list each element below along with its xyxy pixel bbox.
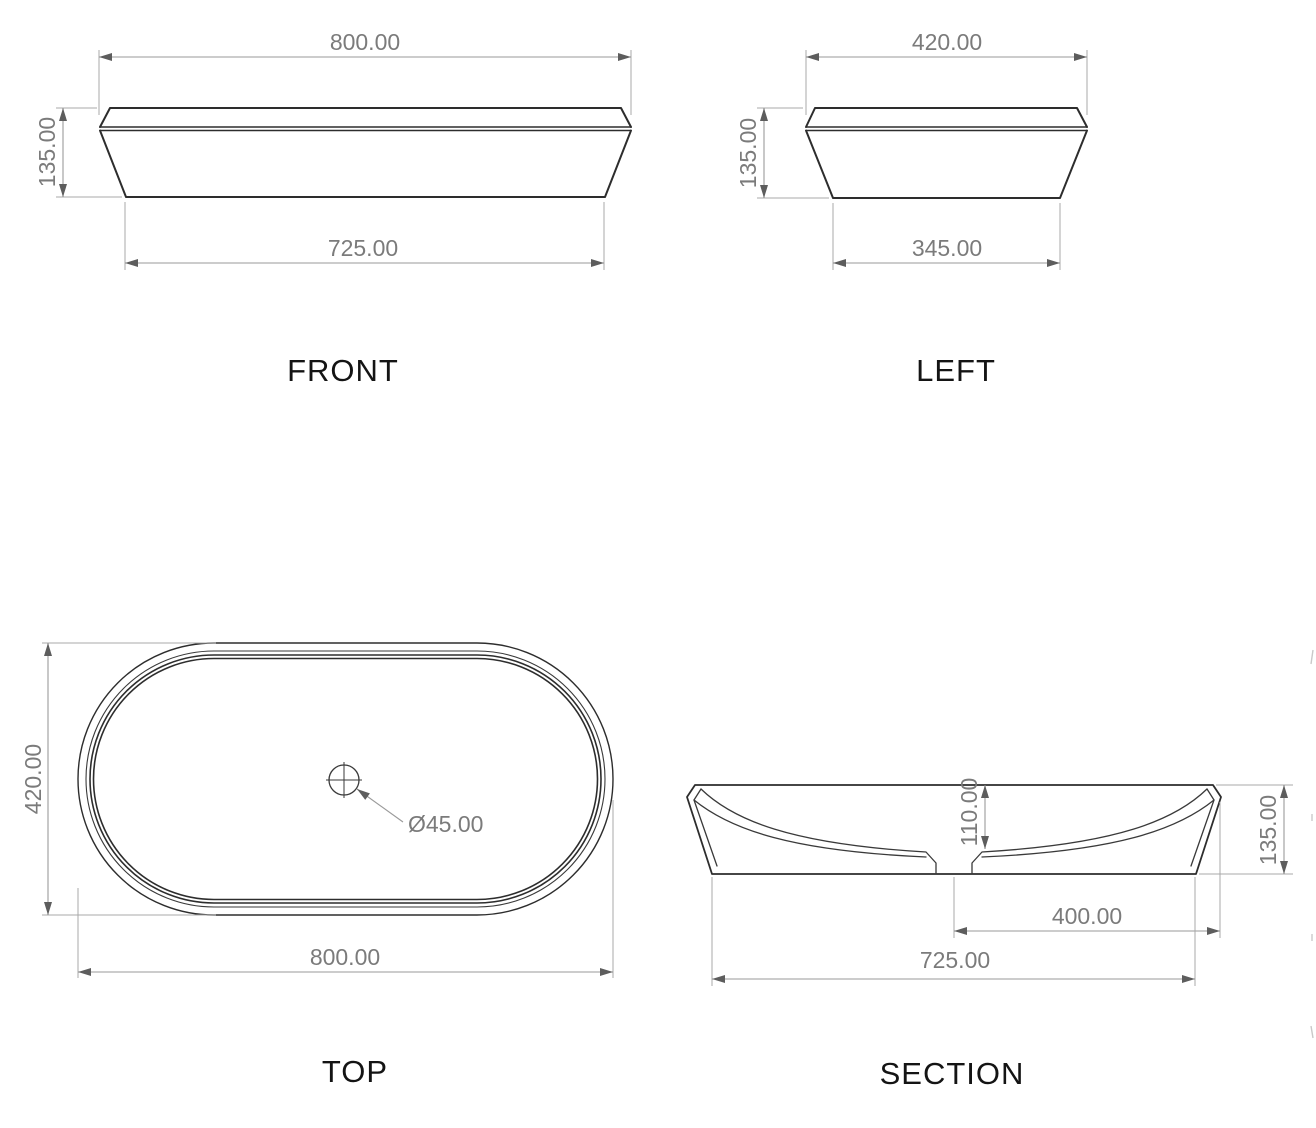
top-rim-inner-edge-3 [94, 659, 598, 900]
front-view-label: FRONT [287, 353, 399, 388]
top-rim-inner-edge-2 [90, 655, 601, 903]
left-dim-top-width [806, 29, 1087, 115]
dimension-value: 345.00 [911, 235, 983, 261]
drain-leader-line [357, 789, 403, 822]
dimension-value: 135.00 [735, 117, 761, 189]
left-basin-body-outline [806, 131, 1087, 199]
left-dim-bottom-width [833, 203, 1060, 270]
sheet-edge-artifacts [1311, 650, 1313, 1038]
dimension-value: 725.00 [919, 947, 991, 973]
front-dim-top-width [99, 29, 631, 115]
left-view [735, 29, 1087, 388]
drain [326, 762, 483, 837]
dimension-value: 400.00 [1051, 903, 1123, 929]
section-bowl-surface-left [701, 789, 936, 874]
dimension-value: 420.00 [20, 743, 46, 815]
section-view [687, 778, 1293, 1091]
top-outer-rim-outline [78, 643, 613, 915]
front-basin-rim-outline [100, 108, 631, 127]
top-view-label: TOP [321, 1054, 389, 1089]
edge-artifact [1311, 1026, 1313, 1038]
section-bowl-surface-right [972, 789, 1207, 874]
section-bowl-backedge-left [694, 800, 926, 857]
section-outer-profile [687, 785, 1221, 874]
top-view [20, 643, 613, 1089]
section-dim-center-to-edge [954, 802, 1220, 938]
front-dim-bottom-width [125, 202, 604, 270]
drain-diameter-value: Ø45.00 [408, 811, 484, 837]
left-basin-rim-outline [806, 108, 1087, 127]
top-rim-inner-edge-1 [86, 651, 605, 907]
dimension-value: 800.00 [309, 944, 381, 970]
dimension-value: 135.00 [1255, 794, 1281, 866]
edge-artifact [1311, 650, 1313, 664]
dimension-value: 135.00 [34, 116, 60, 188]
front-basin-body-outline [100, 131, 631, 198]
dimension-value: 420.00 [911, 29, 983, 55]
left-view-label: LEFT [916, 353, 996, 388]
dimension-value: 110.00 [956, 777, 982, 847]
dimension-value: 800.00 [329, 29, 401, 55]
top-dim-width [20, 643, 216, 915]
dimension-value: 725.00 [327, 235, 399, 261]
section-dim-bowl-depth [956, 778, 985, 849]
section-bowl-backedge-right [982, 800, 1214, 857]
section-view-label: SECTION [879, 1056, 1025, 1091]
front-view [34, 29, 631, 388]
